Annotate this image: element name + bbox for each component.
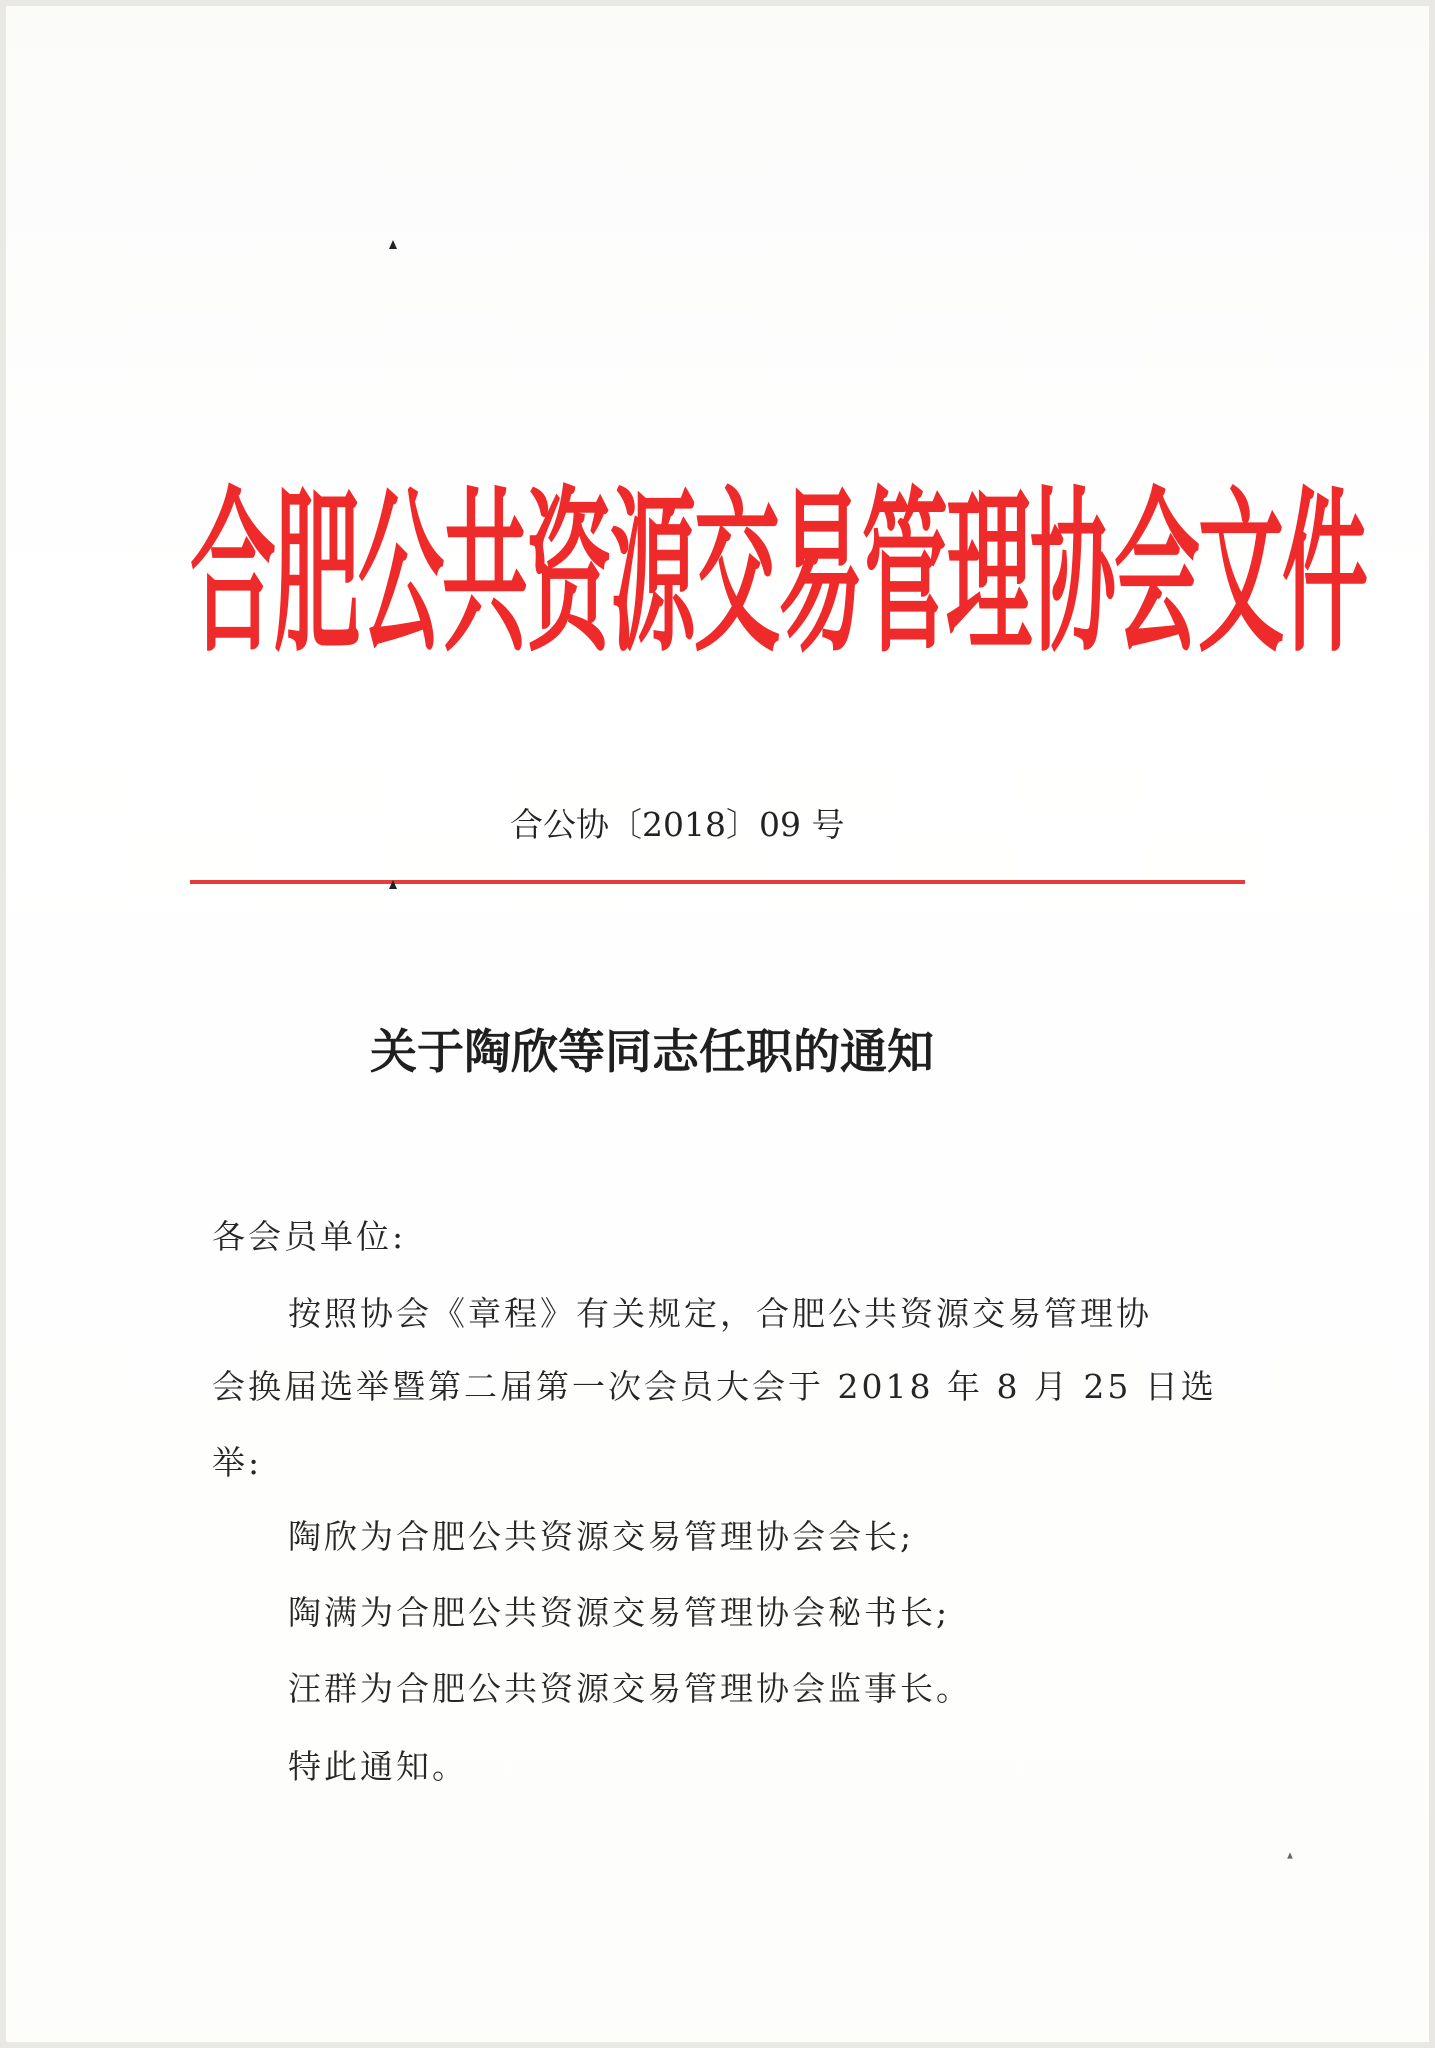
red-divider-line (190, 880, 1245, 884)
print-mark (389, 880, 397, 889)
appointment-item: 汪群为合肥公共资源交易管理协会监事长。 (288, 1669, 972, 1708)
appointment-item: 陶满为合肥公共资源交易管理协会秘书长; (288, 1593, 951, 1632)
body-line: 举: (212, 1443, 263, 1482)
salutation: 各会员单位: (212, 1217, 407, 1256)
notice-title: 关于陶欣等同志任职的通知 (370, 1025, 934, 1080)
body-line: 会换届选举暨第二届第一次会员大会于 2018 年 8 月 25 日选 (212, 1367, 1217, 1406)
closing-line: 特此通知。 (288, 1747, 468, 1786)
print-mark (389, 240, 397, 249)
document-number: 合公协〔2018〕09 号 (510, 805, 845, 844)
appointment-item: 陶欣为合肥公共资源交易管理协会会长; (288, 1517, 915, 1556)
org-header-title: 合肥公共资源交易管理协会文件 (190, 470, 1366, 678)
print-mark (1287, 1852, 1293, 1858)
body-line: 按照协会《章程》有关规定，合肥公共资源交易管理协 (288, 1294, 1152, 1333)
